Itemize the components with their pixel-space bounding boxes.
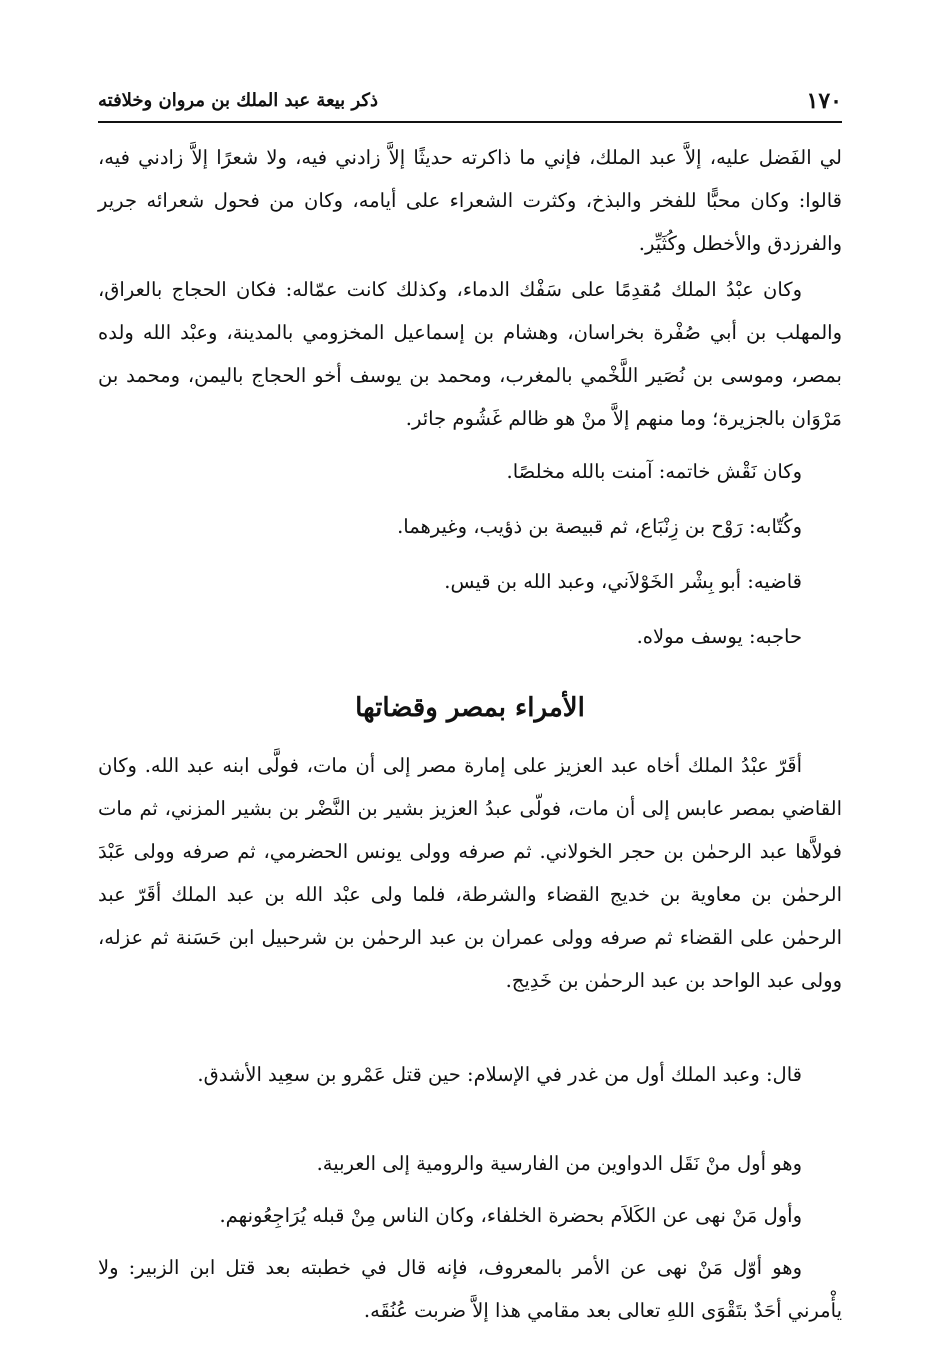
paragraph-chamberlain: حاجبه: يوسف مولاه.: [636, 625, 802, 648]
paragraph-diwans: وهو أول منْ نَقَل الدواوين من الفارسية والرومية إلى العربية.: [316, 1152, 802, 1175]
header-divider: [98, 121, 842, 123]
paragraph-governors: وكان عبْدُ الملك مُقدِمًا على سَفْك الدماء، وكذلك كانت عمّاله: فكان الحجاج بالعراق، والمهلب بن أبي صُفْرة بخراسان، وهشام بن إسماعيل المخزومي بالمدينة، وعبْد الله ولده بمصر، وموسى بن نُصَير اللَّخْمي بالمغرب، ومحمد بن يوسف أخو الحجاج باليمن، ومحمد بن مَرْوَان بالجزيرة؛ وما منهم إلاَّ منْ هو ظالم غَشُوم جائر.: [98, 278, 842, 430]
paragraph-praise: لي الفَضل عليه، إلاَّ عبد الملك، فإني ما ذاكرته حديثًا إلاَّ زادني فيه، ولا شعرًا إلاَّ زادني فيه، قالوا: وكان محبًّا للفخر والبذخ، وكثرت الشعراء على أيامه، وكان من فحول شعرائه جرير والفرزدق والأخطل وكُثَيِّر.: [98, 146, 842, 255]
paragraph-egypt-governors: أقَرّ عبْدُ الملك أخاه عبد العزيز على إمارة مصر إلى أن مات، فولَّى ابنه عبد الله. وكان القاضي بمصر عابس إلى أن مات، فولّى عبدُ العزيز بشير بن النَّضْر بن بشير المزني، ثم مات فولاَّها عبد الرحمٰن بن حجر الخولاني. ثم صرفه وولى يونس الحضرمي، ثم صرفه وولى عَبْدَ الرحمٰن بن معاوية بن خديج القضاء والشرطة، فلما ولى عبْد الله بن عبد الملك أقَرّ عبد الرحمٰن على القضاء ثم صرفه وولى عمران بن عبد الرحمٰن بن شرحبيل ابن حَسَنة ثم عزله، وولى عبد الواحد بن عبد الرحمٰن بن خَدِيج.: [98, 754, 843, 992]
running-header: [98, 84, 842, 118]
page-number: ١٧٠: [806, 88, 842, 114]
section-heading: الأمراء بمصر وقضاتها: [355, 693, 585, 723]
paragraph-speech: وأول مَنْ نهى عن الكَلاَم بحضرة الخلفاء، وكان الناس مِنْ قبله يُرَاجِعُونهم.: [219, 1204, 802, 1227]
paragraph-sermon: وهو أوّل مَنْ نهى عن الأمر بالمعروف، فإنه قال في خطبته بعد قتل ابن الزبير: ولا يأْمرني أحَدٌ بتَقْوَى اللهِ تعالى بعد مقامي هذا إلاَّ ضربت عُنُقَه.: [98, 1256, 842, 1322]
paragraph-judge: قاضيه: أبو بِشْر الخَوْلاَني، وعبد الله بن قيس.: [444, 570, 802, 593]
paragraph-betrayal: قال: وعبد الملك أول من غدر في الإسلام: حين قتل عَمْرو بن سعِيد الأشدق.: [197, 1063, 802, 1086]
running-title: ذكر بيعة عبد الملك بن مروان وخلافته: [98, 90, 378, 111]
paragraph-seal: وكان نَقْش خاتمه: آمنت بالله مخلصًا.: [506, 460, 802, 483]
paragraph-scribes: وكُتّابه: رَوْح بن زِنْبَاع، ثم قبيصة بن ذؤيب، وغيرهما.: [397, 515, 802, 538]
